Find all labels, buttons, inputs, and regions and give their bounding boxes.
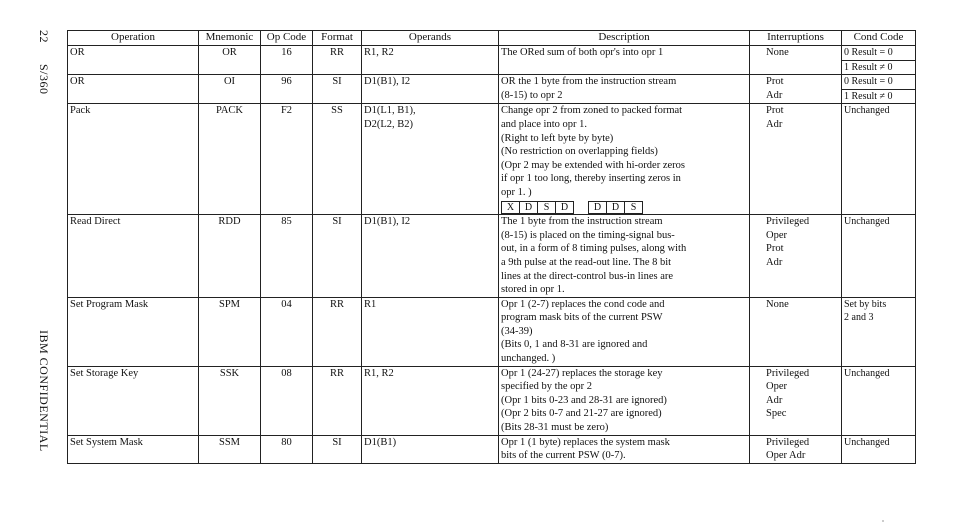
cond-code-cell (842, 215, 916, 298)
format-field-cell: D (607, 202, 625, 213)
description-cell (499, 104, 750, 215)
description-cell-line: (Bits 28-31 must be zero) (501, 422, 609, 434)
description-cell-line: (Right to left byte by byte) (501, 132, 614, 144)
format-cell: SI (313, 435, 362, 463)
interruptions-cell-line: Prot (766, 243, 784, 255)
interruptions-cell-line: Prot (766, 105, 784, 117)
op-code-cell: 85 (261, 215, 313, 298)
format-field-cell: S (538, 202, 556, 213)
interruptions-cell-line: Privileged (766, 216, 810, 228)
instruction-table (67, 30, 916, 464)
interruptions-cell (750, 215, 842, 298)
page-number: 22 (37, 30, 51, 43)
cond-code-cell-line: 1 Result ≠ 0 (842, 60, 915, 75)
operation-cell: Set Storage Key (68, 366, 199, 435)
cond-code-cell (842, 46, 916, 75)
cond-code-cell-line: Unchanged (844, 436, 890, 448)
mnemonic-cell: RDD (199, 215, 261, 298)
interruptions-cell (750, 46, 842, 75)
description-cell (499, 75, 750, 104)
description-cell-line: specified by the opr 2 (501, 381, 592, 393)
operation-cell: Read Direct (68, 215, 199, 298)
description-cell (499, 215, 750, 298)
description-cell-line: and place into opr 1. (501, 118, 588, 130)
cond-code-cell-line: 2 and 3 (844, 312, 874, 324)
description-cell (499, 297, 750, 366)
cond-code-cell (842, 297, 916, 366)
description-cell-line: Change opr 2 from zoned to packed format (501, 105, 683, 117)
interruptions-cell-line: Oper Adr (766, 450, 806, 462)
interruptions-cell (750, 297, 842, 366)
interruptions-cell (750, 435, 842, 463)
series-label: S/360 (37, 64, 51, 95)
description-cell-line: bits of the current PSW (0-7). (501, 450, 626, 462)
description-cell-line: unchanged. ) (501, 353, 556, 365)
description-cell-line: out, in a form of 8 timing pulses, along with (501, 243, 687, 255)
format-field-cell: D (589, 202, 607, 213)
description-cell-line: opr 1. ) (501, 186, 532, 198)
cond-code-cell-line: Unchanged (844, 216, 890, 228)
format-field-cell: S (630, 201, 637, 213)
format-field-group (588, 201, 643, 214)
format-cell: RR (313, 366, 362, 435)
table-row (68, 215, 916, 298)
cond-code-cell (842, 366, 916, 435)
interruptions-cell-line: Adr (766, 394, 783, 406)
description-cell-line: a 9th pulse at the read-out line. The 8 bit (501, 256, 672, 268)
header-mnemonic: Mnemonic (199, 31, 261, 46)
description-cell (499, 46, 750, 75)
cond-code-cell-line: 1 Result ≠ 0 (842, 89, 915, 104)
description-cell-line: (Opr 2 may be extended with hi-order zeros (501, 159, 685, 171)
header-cond-code: Cond Code (842, 31, 916, 46)
packed-format-diagram (501, 201, 747, 215)
description-cell-line: Opr 1 (2-7) replaces the cond code and (501, 298, 665, 310)
description-cell-line: OR the 1 byte from the instruction stream (501, 76, 677, 88)
cond-code-cell-line: Unchanged (844, 367, 890, 379)
operation-cell: Pack (68, 104, 199, 215)
format-cell: RR (313, 297, 362, 366)
description-cell-line: (Opr 1 bits 0-23 and 28-31 are ignored) (501, 394, 667, 406)
op-code-cell: F2 (261, 104, 313, 215)
description-cell-line: (Bits 0, 1 and 8-31 are ignored and (501, 339, 648, 351)
format-field-group (501, 201, 574, 214)
format-cell: SI (313, 75, 362, 104)
op-code-cell: 80 (261, 435, 313, 463)
interruptions-cell-line: Privileged (766, 436, 810, 448)
op-code-cell: 08 (261, 366, 313, 435)
operands-cell-line: D2(L2, B2) (364, 118, 413, 130)
table-row (68, 297, 916, 366)
table-row (68, 46, 916, 75)
cond-code-cell-line: 0 Result = 0 (844, 47, 893, 58)
interruptions-cell-line: Oper (766, 381, 787, 393)
description-cell-line: Opr 1 (24-27) replaces the storage key (501, 367, 663, 379)
operands-cell (362, 75, 499, 104)
mnemonic-cell: PACK (199, 104, 261, 215)
cond-code-cell (842, 435, 916, 463)
header-operation: Operation (68, 31, 199, 46)
interruptions-cell-line: Privileged (766, 367, 810, 379)
mnemonic-cell: SPM (199, 297, 261, 366)
operands-cell-line: D1(B1), I2 (364, 216, 411, 228)
cond-code-cell (842, 75, 916, 104)
description-cell-line: (34-39) (501, 325, 533, 337)
interruptions-cell-line: Adr (766, 89, 783, 101)
operands-cell (362, 46, 499, 75)
description-cell-line: stored in opr 1. (501, 284, 565, 296)
interruptions-cell (750, 75, 842, 104)
mnemonic-cell: SSM (199, 435, 261, 463)
description-cell-line: (8-15) to opr 2 (501, 89, 563, 101)
description-cell-line: (Opr 2 bits 0-7 and 21-27 are ignored) (501, 408, 662, 420)
format-field-cell: D (520, 202, 538, 213)
description-cell (499, 435, 750, 463)
header-format: Format (313, 31, 362, 46)
description-cell (499, 366, 750, 435)
operands-cell (362, 104, 499, 215)
table-row (68, 366, 916, 435)
description-cell-line: The 1 byte from the instruction stream (501, 216, 663, 228)
interruptions-cell (750, 366, 842, 435)
description-cell-line: (No restriction on overlapping fields) (501, 146, 658, 158)
format-cell: SI (313, 215, 362, 298)
mnemonic-cell: SSK (199, 366, 261, 435)
interruptions-cell (750, 104, 842, 215)
description-cell-line: (8-15) is placed on the timing-signal bus- (501, 229, 675, 241)
operands-cell-line: D1(B1), I2 (364, 76, 411, 88)
header-row (68, 31, 916, 46)
description-cell-line: lines at the direct-control bus-in lines are (501, 270, 674, 282)
interruptions-cell-line: Oper (766, 229, 787, 241)
cond-code-cell-line: Unchanged (844, 105, 890, 117)
format-cell: RR (313, 46, 362, 75)
description-cell-line: program mask bits of the current PSW (501, 312, 663, 324)
format-field-cell: X (502, 202, 520, 213)
description-cell-line: The ORed sum of both opr's into opr 1 (501, 47, 664, 58)
operands-cell-line: R1, R2 (364, 367, 394, 379)
cond-code-cell-line: 0 Result = 0 (844, 76, 893, 88)
description-cell-line: if opr 1 too long, thereby inserting zeros in (501, 173, 681, 185)
confidential-label: IBM CONFIDENTIAL (37, 330, 51, 452)
mnemonic-cell: OI (199, 75, 261, 104)
interruptions-cell-line: None (766, 47, 789, 58)
cond-code-cell-line: Set by bits (844, 298, 887, 310)
interruptions-cell-line: Adr (766, 256, 783, 268)
format-field-cell: D (560, 201, 569, 213)
operation-cell: OR (68, 46, 199, 75)
interruptions-cell-line: Prot (766, 76, 784, 88)
cond-code-cell (842, 104, 916, 215)
operands-cell (362, 435, 499, 463)
mnemonic-cell: OR (199, 46, 261, 75)
operands-cell-line: D1(L1, B1), (364, 105, 416, 117)
header-op-code: Op Code (261, 31, 313, 46)
op-code-cell: 96 (261, 75, 313, 104)
interruptions-cell-line: None (766, 298, 789, 310)
interruptions-cell-line: Adr (766, 118, 783, 130)
operands-cell-line: R1, R2 (364, 47, 394, 58)
op-code-cell: 16 (261, 46, 313, 75)
operation-cell: Set Program Mask (68, 297, 199, 366)
header-description: Description (499, 31, 750, 46)
operands-cell (362, 297, 499, 366)
table-row (68, 435, 916, 463)
scan-speck (882, 520, 884, 522)
operands-cell-line: R1 (364, 298, 377, 310)
operands-cell (362, 215, 499, 298)
format-cell: SS (313, 104, 362, 215)
operands-cell-line: D1(B1) (364, 436, 397, 448)
table-row (68, 104, 916, 215)
description-cell-line: Opr 1 (1 byte) replaces the system mask (501, 436, 670, 448)
operation-cell: OR (68, 75, 199, 104)
op-code-cell: 04 (261, 297, 313, 366)
header-interruptions: Interruptions (750, 31, 842, 46)
operation-cell: Set System Mask (68, 435, 199, 463)
interruptions-cell-line: Spec (766, 408, 787, 420)
header-operands: Operands (362, 31, 499, 46)
operands-cell (362, 366, 499, 435)
table-row (68, 75, 916, 104)
